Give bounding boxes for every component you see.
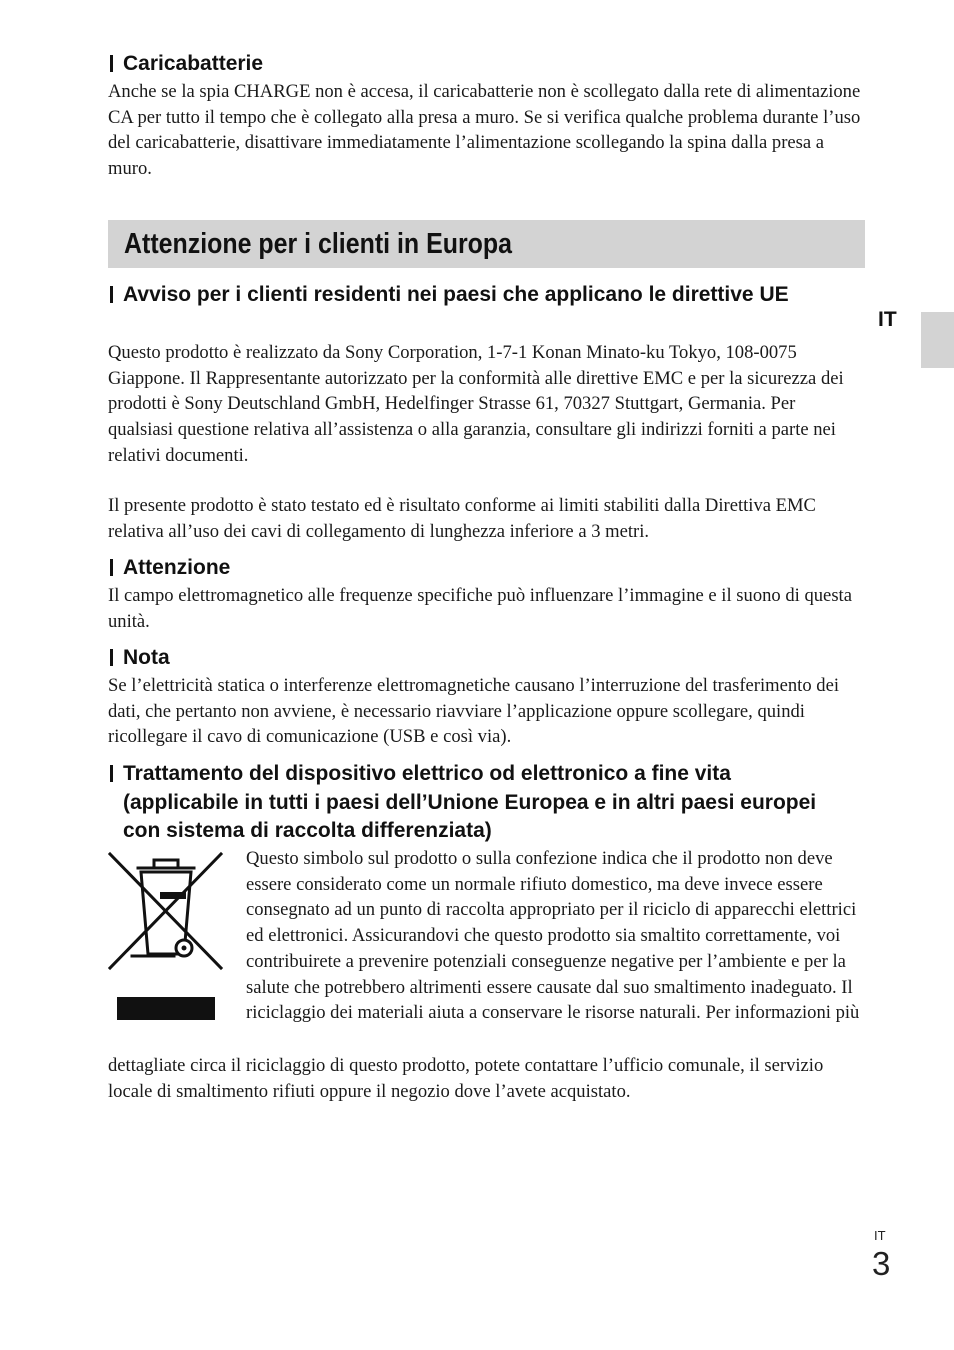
language-tab-label: IT	[878, 308, 897, 331]
section-title-note	[108, 644, 170, 673]
eu-notice-body-1: Questo prodotto è realizzato da Sony Corporation, 1-7-1 Konan Minato-ku Tokyo, 108-0075 Giappone. Il Rappresentante autorizzato per la conformità alle direttive EMC e per la sicurezza dei prodotti è Sony Deutschland GmbH, Hedelfinger Strasse 61, 70327 Stuttgart, Germania. Per qualsiasi questione relativa all’assistenza o alla garanzia, consultare gli indirizzi forniti a parte nei relativi documenti.	[108, 342, 844, 466]
section-title-attention	[108, 554, 230, 583]
language-side-tab	[921, 312, 954, 368]
disposal-body-wrapped: Questo simbolo sul prodotto o sulla confezione indica che il prodotto non deve essere considerato come un normale rifiuto domestico, ma deve invece essere consegnato ad un punto di raccolta appropriato per il riciclo di apparecchi elettrici ed elettronici. Assicurandovi che questo prodotto sia smaltito correttamente, voi contribuirete a prevenire potenziali conseguenze negative per l’ambiente e per la salute che potrebbero altrimenti essere causate dal suo smaltimento inadeguato. Il riciclaggio dei materiali aiuta a conservare le risorse naturali. Per informazioni più	[246, 848, 860, 1024]
chapter-title: Attenzione per i clienti in Europa	[124, 228, 513, 260]
chapter-banner	[108, 220, 865, 268]
section-title-text: Caricabatterie	[123, 52, 264, 75]
footer-language: IT	[874, 1228, 886, 1243]
section-title-text: Avviso per i clienti residenti nei paesi che applicano le direttive UE	[123, 283, 789, 306]
attention-body: Il campo elettromagnetico alle frequenze specifiche può influenzare l’immagine e il suono di questa unità.	[108, 585, 852, 632]
charger-body: Anche se la spia CHARGE non è accesa, il caricabatterie non è scollegato dalla rete di alimentazione CA per tutto il tempo che è collegato alla presa a muro. Se si verifica qualche problema durante l’uso del caricabatterie, disattivare immediatamente l’alimentazione scollegando la spina dalla presa a muro.	[108, 81, 861, 180]
section-title-eu-notice	[108, 281, 858, 310]
crossed-out-wheelie-bin-icon	[108, 850, 224, 1024]
section-marker	[110, 765, 113, 782]
section-title-text: Nota	[123, 646, 170, 669]
section-marker	[110, 286, 113, 303]
section-title-disposal	[108, 760, 838, 846]
section-marker	[110, 649, 113, 666]
section-marker	[110, 559, 113, 576]
section-title-charger	[108, 50, 263, 79]
section-title-text: Trattamento del dispositivo elettrico od elettronico a fine vita (applicabile in tutti i paesi dell’Unione Europea e in altri paesi europei con sistema di raccolta differenziata)	[123, 762, 817, 842]
note-body: Se l’elettricità statica o interferenze elettromagnetiche causano l’interruzione del trasferimento dei dati, che pertanto non avviene, è necessario riavviare l’applicazione oppure scollegare, quindi ricollegare il cavo di comunicazione (USB e così via).	[108, 675, 840, 748]
disposal-body-continued: dettagliate circa il riciclaggio di questo prodotto, potete contattare l’ufficio comunale, il servizio locale di smaltimento rifiuti oppure il negozio dove l’avete acquistato.	[108, 1055, 824, 1102]
page-number: 3	[872, 1245, 891, 1282]
eu-notice-body-2: Il presente prodotto è stato testato ed è risultato conforme ai limiti stabiliti dalla Direttiva EMC relativa all’uso dei cavi di collegamento di lunghezza inferiore a 3 metri.	[108, 495, 816, 542]
section-marker	[110, 55, 113, 72]
section-title-text: Attenzione	[123, 556, 231, 579]
